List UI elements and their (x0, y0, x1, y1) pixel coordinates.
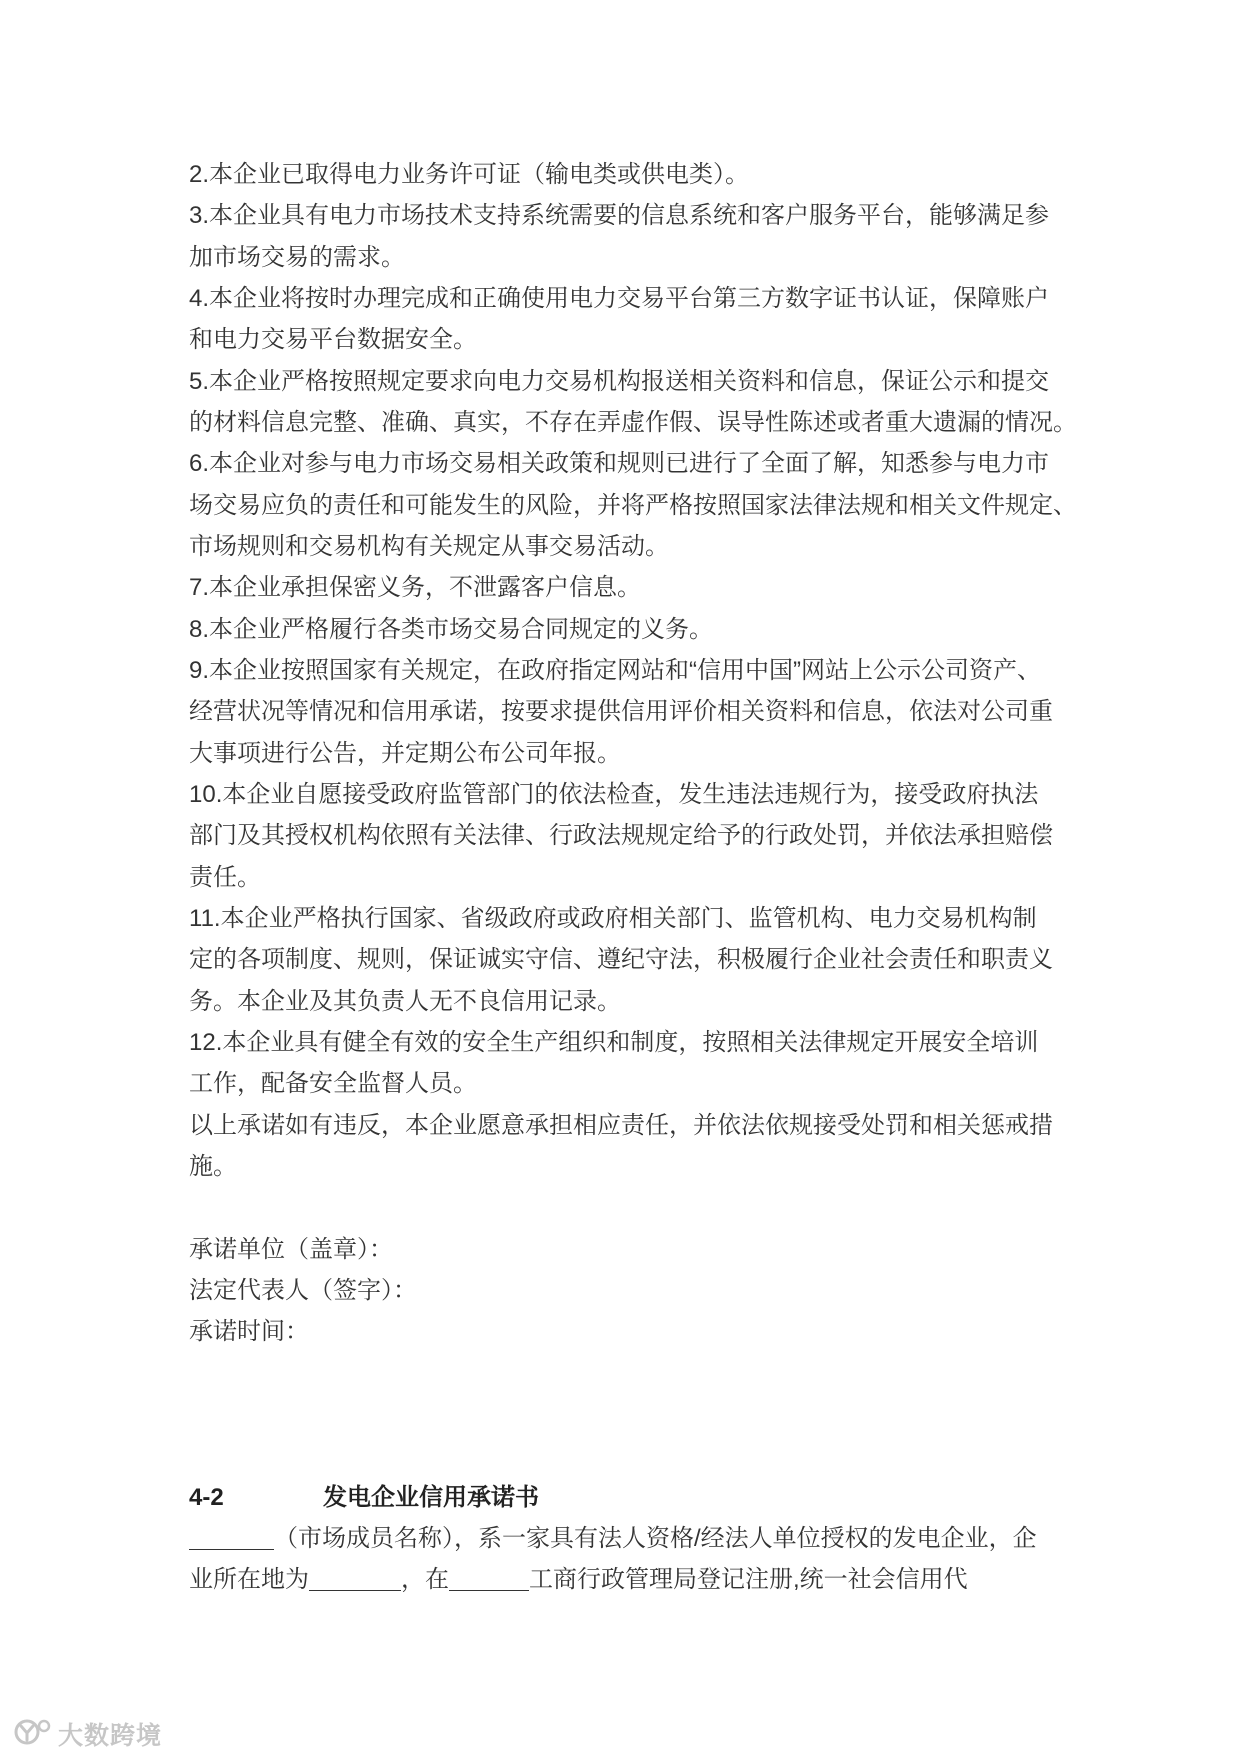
watermark (12, 1718, 162, 1750)
section-title: 发电企业信用承诺书 (323, 1483, 539, 1511)
text-line: 责任。 (189, 863, 261, 891)
commitment-item-2 (189, 154, 1109, 195)
text-line: 场交易应负的责任和可能发生的风险，并将严格按照国家法律法规和相关文件规定、 (189, 491, 1077, 519)
text-line: 定的各项制度、规则，保证诚实守信、遵纪守法，积极履行企业社会责任和职责义 (189, 946, 1053, 974)
text-line: 市场规则和交易机构有关规定从事交易活动。 (189, 532, 669, 560)
fill-in-blank (449, 1570, 529, 1591)
text-line: 9.本企业按照国家有关规定，在政府指定网站和“信用中国”网站上公示公司资产、 (189, 656, 1041, 684)
text-line: 大事项进行公告，并定期公布公司年报。 (189, 739, 621, 767)
commitment-item-4 (189, 278, 1109, 361)
fill-in-blank (309, 1570, 401, 1591)
text-line: 7.本企业承担保密义务，不泄露客户信息。 (189, 574, 642, 602)
text-line: 10.本企业自愿接受政府监管部门的依法检查，发生违法违规行为，接受政府执法 (189, 780, 1039, 808)
text-line: 11.本企业严格执行国家、省级政府或政府相关部门、监管机构、电力交易机构制 (189, 904, 1037, 932)
text-line: 加市场交易的需求。 (189, 243, 405, 271)
text-line: 4.本企业将按时办理完成和正确使用电力交易平台第三方数字证书认证，保障账户 (189, 284, 1050, 312)
text-line: 经营状况等情况和信用承诺，按要求提供信用评价相关资料和信息，依法对公司重 (189, 698, 1053, 726)
text-line: 的材料信息完整、准确、真实，不存在弄虚作假、误导性陈述或者重大遗漏的情况。 (189, 408, 1077, 436)
closing-statement (189, 1105, 1109, 1188)
commitment-item-8 (189, 609, 1109, 650)
intro-line (189, 1559, 1109, 1600)
text-line: 6.本企业对参与电力市场交易相关政策和规则已进行了全面了解，知悉参与电力市 (189, 450, 1050, 478)
signature-unit-label: 承诺单位（盖章）： (189, 1235, 393, 1263)
document-page (189, 154, 1109, 1601)
commitment-item-5 (189, 361, 1109, 444)
intro-text: 业所在地为 (189, 1566, 309, 1594)
commitment-item-7 (189, 567, 1109, 608)
text-line: 和电力交易平台数据安全。 (189, 326, 477, 354)
text-line: 施。 (189, 1152, 237, 1180)
commitment-item-9 (189, 650, 1109, 774)
text-line: 2.本企业已取得电力业务许可证（输电类或供电类）。 (189, 161, 750, 188)
text-line: 工作，配备安全监督人员。 (189, 1070, 477, 1098)
commitment-item-6 (189, 443, 1109, 567)
intro-text: 工商行政管理局登记注册,统一社会信用代 (529, 1566, 968, 1594)
watermark-text: 大数跨境 (58, 1721, 163, 1750)
commitment-item-3 (189, 195, 1109, 278)
intro-text: ，在 (401, 1566, 449, 1594)
intro-text: （市场成员名称），系一家具有法人资格/经法人单位授权的发电企业，企 (274, 1524, 1037, 1552)
signature-block (189, 1229, 1109, 1353)
intro-line (189, 1518, 1109, 1559)
commitment-item-11 (189, 898, 1109, 1022)
signature-legal-rep-label: 法定代表人（签字）： (189, 1276, 417, 1304)
text-line: 12.本企业具有健全有效的安全生产组织和制度，按照相关法律规定开展安全培训 (189, 1028, 1039, 1056)
fill-in-blank (189, 1529, 274, 1550)
text-line: 8.本企业严格履行各类市场交易合同规定的义务。 (189, 615, 714, 643)
section-heading (189, 1477, 1109, 1518)
brand-logo-icon (12, 1717, 52, 1752)
text-line: 以上承诺如有违反，本企业愿意承担相应责任，并依法依规接受处罚和相关惩戒措 (189, 1111, 1053, 1139)
text-line: 部门及其授权机构依照有关法律、行政法规规定给予的行政处罚，并依法承担赔偿 (189, 822, 1053, 850)
commitment-item-10 (189, 774, 1109, 898)
section-number: 4-2 (189, 1483, 224, 1511)
section-4-2 (189, 1477, 1109, 1601)
text-line: 5.本企业严格按照规定要求向电力交易机构报送相关资料和信息，保证公示和提交 (189, 367, 1050, 395)
text-line: 3.本企业具有电力市场技术支持系统需要的信息系统和客户服务平台，能够满足参 (189, 202, 1050, 230)
signature-date-label: 承诺时间： (189, 1318, 309, 1346)
text-line: 务。本企业及其负责人无不良信用记录。 (189, 987, 621, 1015)
commitment-item-12 (189, 1022, 1109, 1105)
